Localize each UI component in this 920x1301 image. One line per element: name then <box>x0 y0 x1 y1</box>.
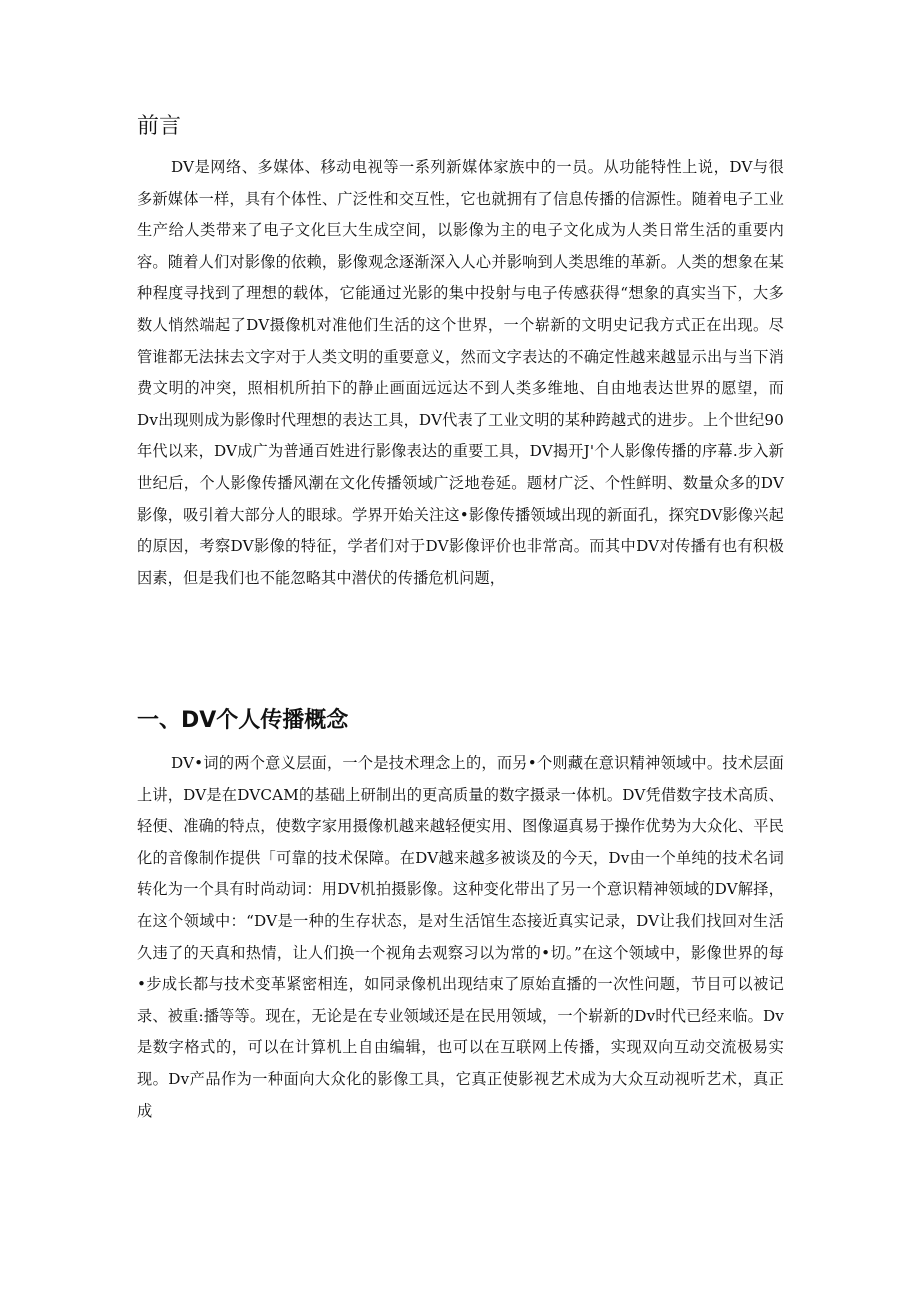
section-one-heading: 一、DV个人传播概念 <box>137 708 349 733</box>
preface-heading: 前言 <box>137 114 182 139</box>
preface-paragraph-text: DV是网络、多媒体、移动电视等一系列新媒体家族中的一员。从功能特性上说，DV与很多新媒体一样，具有个体性、广泛性和交互性，它也就拥有了信息传播的信源性。随着电子工业生产给人类带来了电子文化巨大生成空间，以影像为主的电子文化成为人类日常生活的重要内容。随着人们对影像的依赖，影像观念逐渐深入人心并影响到人类思维的革新。人类的想象在某种程度寻找到了理想的载体，它能通过光影的集中投射与电子传感获得“想象的真实当下，大多数人悄然端起了DV摄像机对准他们生活的这个世界，一个崭新的文明史记我方式正在出现。尽管谁都无法抹去文字对于人类文明的重要意义，然而文字表达的不确定性越来越显示出与当下消费文明的冲突，照相机所拍下的静止画面远远达不到人类多维地、自由地表达世界的愿望，而Dv出现则成为影像时代理想的表达工具，DV代表了工业文明的某种跨越式的进步。上个世纪90年代以来，DV成广为普通百姓进行影像表达的重要工具，DV揭开J'个人影像传播的序幕.步入新世纪后，个人影像传播风潮在文化传播领域广泛地卷延。题材广泛、个性鲜明、数量众多的DV影像，吸引着大部分人的眼球。学界开始关注这•影像传播领域出现的新面孔，探究DV影像兴起的原因，考察DV影像的特征，学者们对于DV影像评价也非常高。而其中DV对传播有也有积极因素，但是我们也不能忽略其中潜伏的传播危机问题， <box>137 158 784 587</box>
preface-paragraph <box>137 152 784 594</box>
section-one-paragraph-text: DV•词的两个意义层面，一个是技术理念上的，而另•个则藏在意识精神领域中。技术层面上讲，DV是在DVCAM的基础上研制出的更高质量的数字摄录一体机。DV凭借数字技术高质、轻便、准确的特点，使数字家用摄像机越来越轻便实用、图像逼真易于操作优势为大众化、平民化的音像制作提供「可靠的技术保障。在DV越来越多被谈及的今天，Dv由一个单纯的技术名词转化为一个具有时尚动词：用DV机拍摄影像。这种变化带出了另一个意识精神领域的DV解择，在这个领域中：“DV是一种的生存状态，是对生活馆生态接近真实记录，DV让我们找回对生活久违了的天真和热情，让人们换一个视角去观察习以为常的•切。”在这个领域中，影像世界的每•步成长都与技术变革紧密相连，如同录像机出现结束了原始直播的一次性问题，节目可以被记录、被重:播等等。现在，无论是在专业领域还是在民用领域，一个崭新的Dv时代已经来临。Dv是数字格式的，可以在计算机上自由编辑，也可以在互联网上传播，实现双向互动交流极易实现。Dv产品作为一种面向大众化的影像工具，它真正使影视艺术成为大众互动视听艺术，真正成 <box>137 754 784 1120</box>
section-one-paragraph <box>137 748 784 1127</box>
